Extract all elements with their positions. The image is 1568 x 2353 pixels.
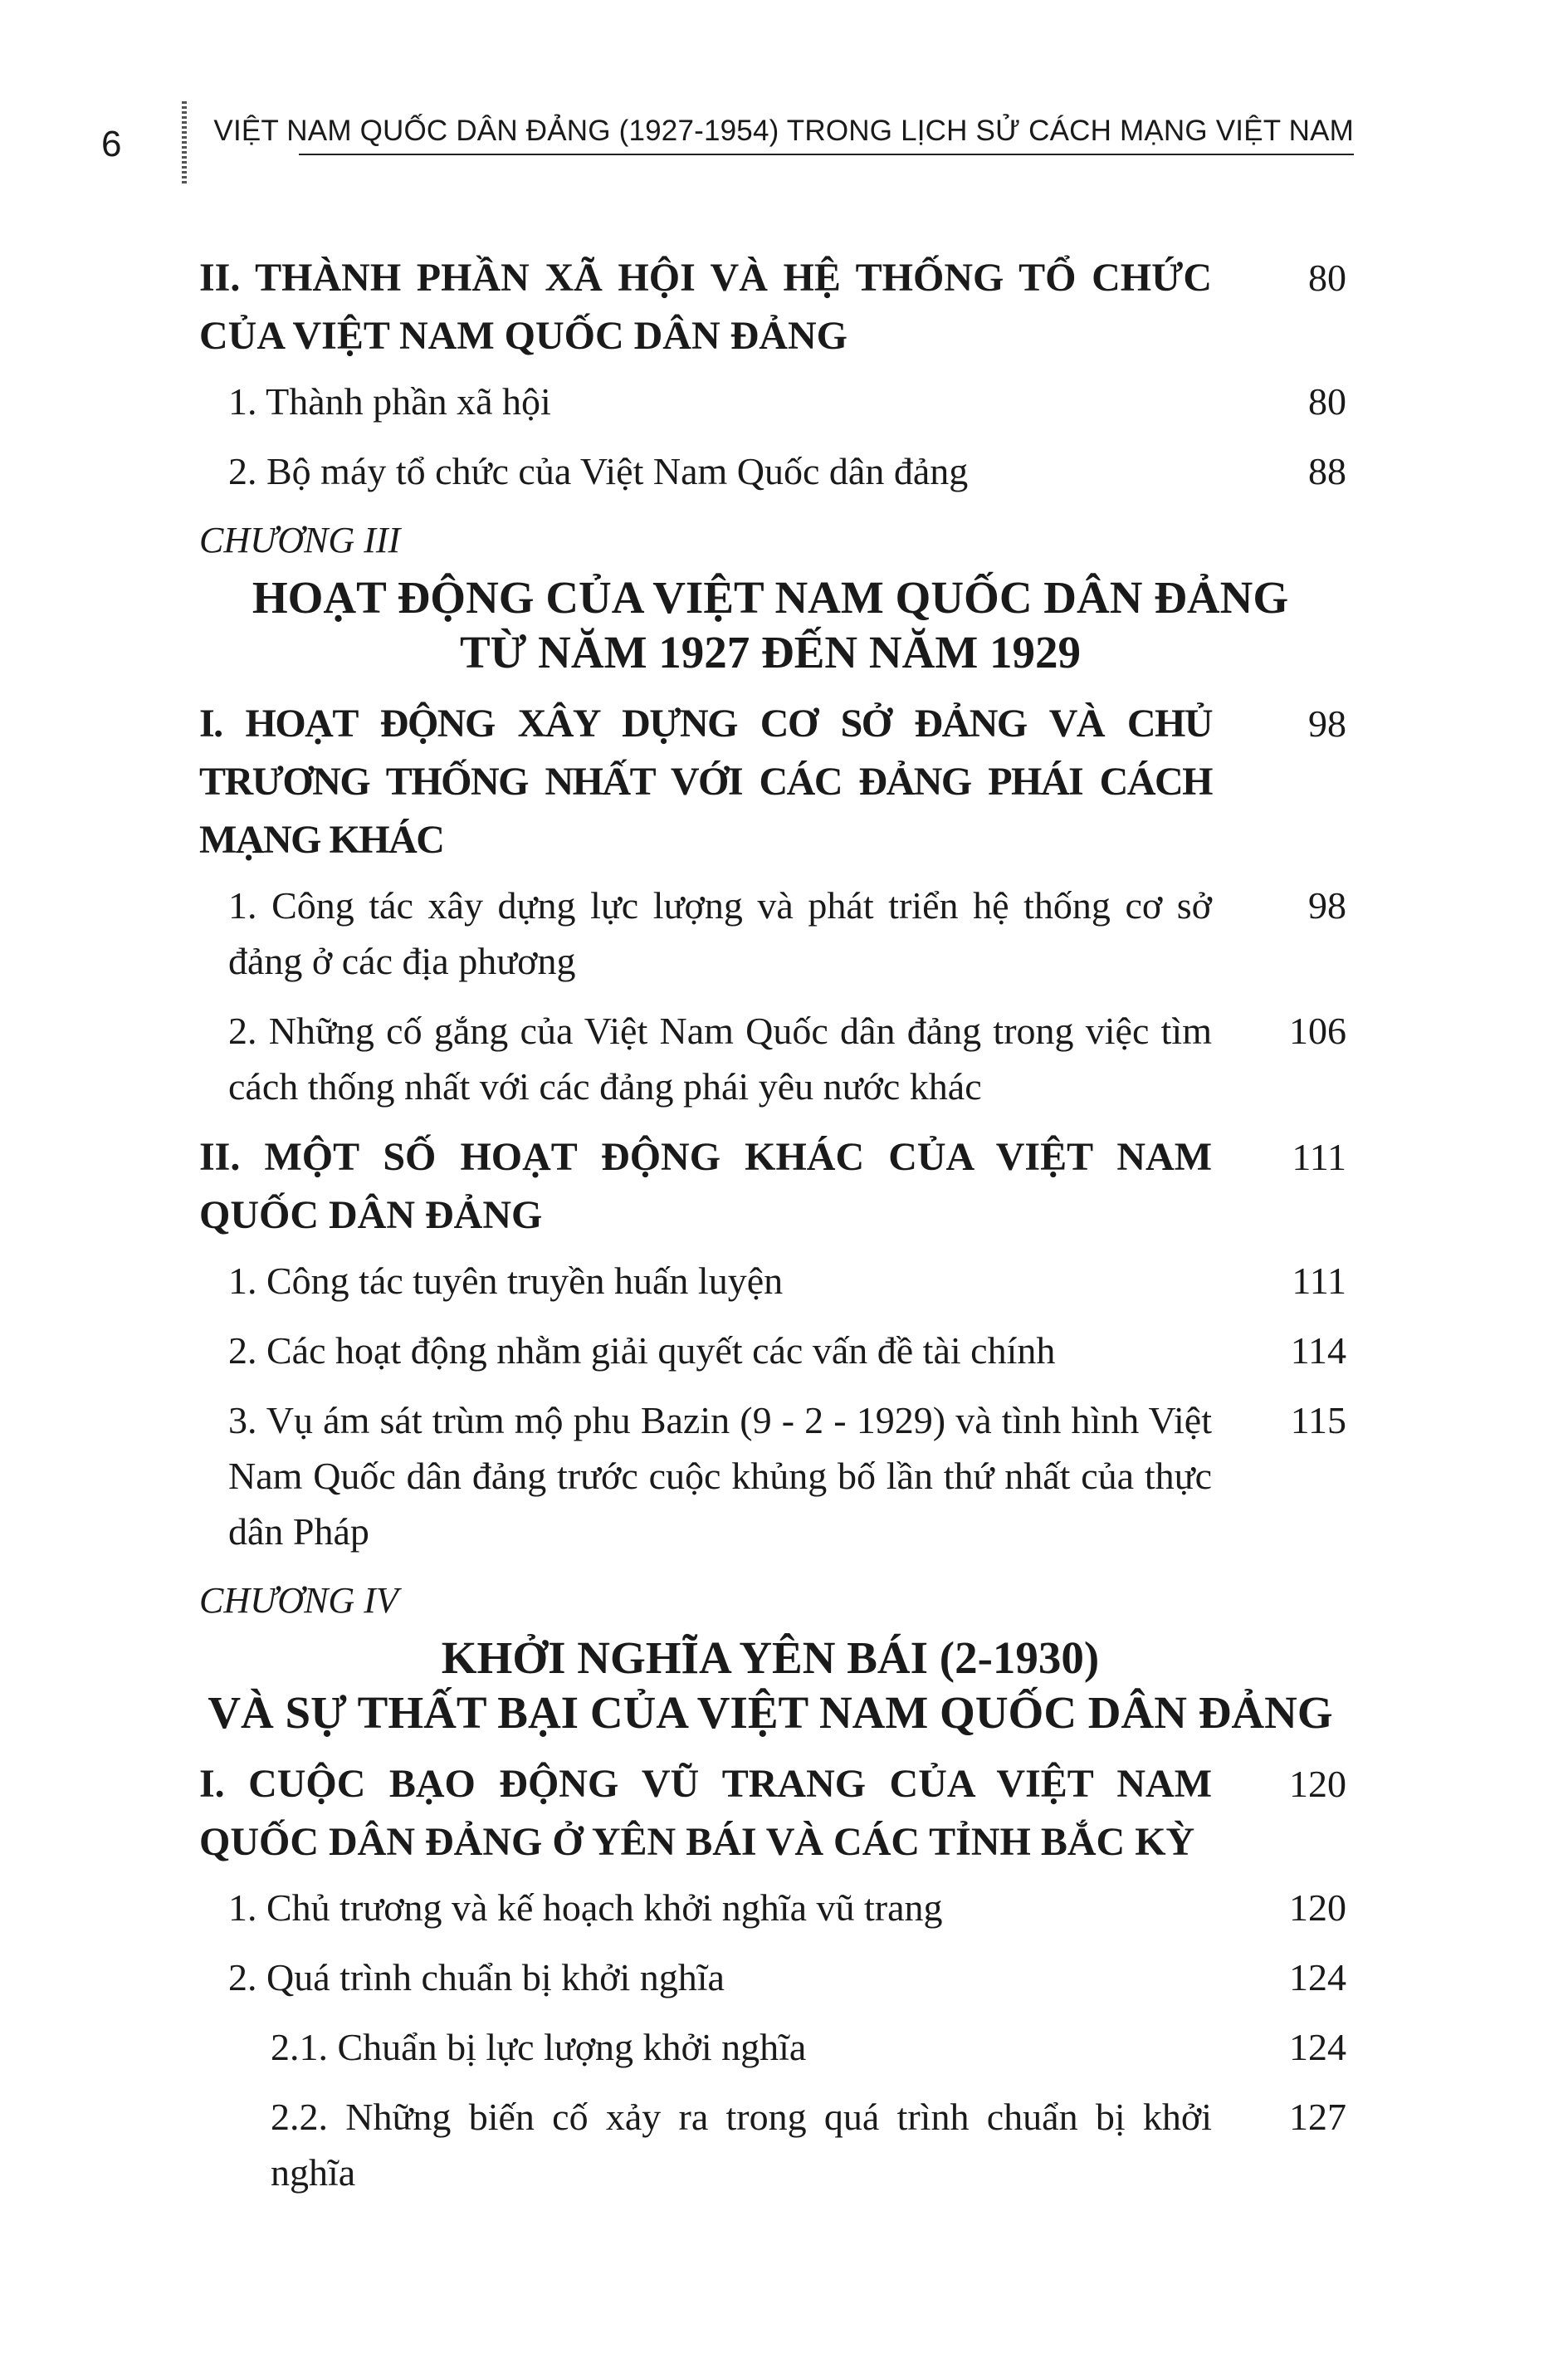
chapter-title-line: KHỞI NGHĨA YÊN BÁI (2-1930): [441, 1632, 1100, 1683]
toc-page-number: 98: [1308, 884, 1346, 927]
toc-entry: [199, 1392, 1370, 1559]
toc-entry-title: 1. Thành phần xã hội: [228, 380, 551, 423]
toc-page-number: 111: [1292, 1136, 1346, 1178]
toc-section-title: II. MỘT SỐ HOẠT ĐỘNG KHÁC CỦA VIỆT NAM QUỐC DÂN ĐẢNG: [199, 1135, 1212, 1237]
toc-entry-title: 2. Quá trình chuẩn bị khởi nghĩa: [228, 1956, 725, 1998]
chapter-title-line: HOẠT ĐỘNG CỦA VIỆT NAM QUỐC DÂN ĐẢNG: [252, 572, 1289, 623]
toc-entry-title: 2. Các hoạt động nhằm giải quyết các vấn đề tài chính: [228, 1329, 1056, 1372]
toc-section-title: I. CUỘC BẠO ĐỘNG VŨ TRANG CỦA VIỆT NAM QUỐC DÂN ĐẢNG Ở YÊN BÁI VÀ CÁC TỈNH BẮC KỲ: [199, 1762, 1212, 1864]
toc-entry: [199, 443, 1370, 499]
toc-page-number: 124: [1289, 2026, 1346, 2068]
page-number: 6: [101, 124, 122, 164]
toc-entry: [199, 1003, 1370, 1114]
toc-page-number: 120: [1289, 1886, 1346, 1929]
toc-page-number: 124: [1289, 1956, 1346, 1998]
toc-entry: [199, 1949, 1370, 2005]
toc-page-number: 115: [1290, 1399, 1346, 1441]
toc-entry-title: 2.2. Những biến cố xảy ra trong quá trình chuẩn bị khởi nghĩa: [271, 2096, 1212, 2194]
toc-entry: [199, 1323, 1370, 1378]
chapter-label: CHƯƠNG III: [199, 520, 401, 560]
toc-section-title: I. HOẠT ĐỘNG XÂY DỰNG CƠ SỞ ĐẢNG VÀ CHỦ TRƯƠNG THỐNG NHẤT VỚI CÁC ĐẢNG PHÁI CÁCH MẠNG KHÁC: [199, 702, 1212, 862]
toc-section-title: II. THÀNH PHẦN XÃ HỘI VÀ HỆ THỐNG TỔ CHỨC CỦA VIỆT NAM QUỐC DÂN ĐẢNG: [199, 256, 1212, 358]
toc-page-number: 111: [1292, 1260, 1346, 1302]
toc-entry: [199, 878, 1370, 989]
toc-page-number: 98: [1308, 702, 1346, 745]
toc-section: [199, 695, 1370, 869]
toc-page-number: 114: [1290, 1329, 1346, 1372]
chapter-label: CHƯƠNG IV: [199, 1580, 398, 1621]
chapter-title: [199, 570, 1370, 680]
page-header: [0, 0, 1568, 183]
toc-entry-title: 1. Chủ trương và kế hoạch khởi nghĩa vũ trang: [228, 1886, 943, 1929]
toc-page-number: 80: [1308, 380, 1346, 423]
toc-entry: [199, 1253, 1370, 1309]
toc-page-number: 106: [1289, 1010, 1346, 1052]
toc-entry-title: 3. Vụ ám sát trùm mộ phu Bazin (9 - 2 - 1929) và tình hình Việt Nam Quốc dân đảng trước cuộc khủng bố lần thứ nhất của thực dân Pháp: [228, 1399, 1212, 1553]
chapter-title-line: VÀ SỰ THẤT BẠI CỦA VIỆT NAM QUỐC DÂN ĐẢNG: [208, 1687, 1333, 1738]
toc-entry-title: 1. Công tác xây dựng lực lượng và phát triển hệ thống cơ sở đảng ở các địa phương: [228, 884, 1212, 982]
chapter-title: [199, 1631, 1370, 1740]
toc-entry-title: 2. Những cố gắng của Việt Nam Quốc dân đảng trong việc tìm cách thống nhất với các đảng phái yêu nước khác: [228, 1010, 1212, 1108]
table-of-contents: [199, 249, 1370, 2214]
running-title: VIỆT NAM QUỐC DÂN ĐẢNG (1927-1954) TRONG LỊCH SỬ CÁCH MẠNG VIỆT NAM: [213, 115, 1354, 147]
toc-page-number: 127: [1289, 2096, 1346, 2138]
toc-section: [199, 1128, 1370, 1245]
toc-section: [199, 1755, 1370, 1871]
toc-page-number: 88: [1308, 450, 1346, 492]
toc-entry-title: 2.1. Chuẩn bị lực lượng khởi nghĩa: [271, 2026, 807, 2068]
vertical-divider: [182, 101, 187, 184]
toc-entry: [199, 2019, 1370, 2075]
chapter-title-line: TỪ NĂM 1927 ĐẾN NĂM 1929: [459, 627, 1082, 678]
toc-entry: [199, 2089, 1370, 2200]
toc-entry: [199, 1880, 1370, 1935]
header-rule: [299, 154, 1354, 155]
toc-entry-title: 1. Công tác tuyên truyền huấn luyện: [228, 1260, 784, 1302]
toc-entry-title: 2. Bộ máy tổ chức của Việt Nam Quốc dân đảng: [228, 450, 969, 492]
toc-section: [199, 249, 1370, 365]
toc-page-number: 80: [1308, 257, 1346, 299]
toc-page-number: 120: [1289, 1763, 1346, 1805]
toc-entry: [199, 374, 1370, 429]
